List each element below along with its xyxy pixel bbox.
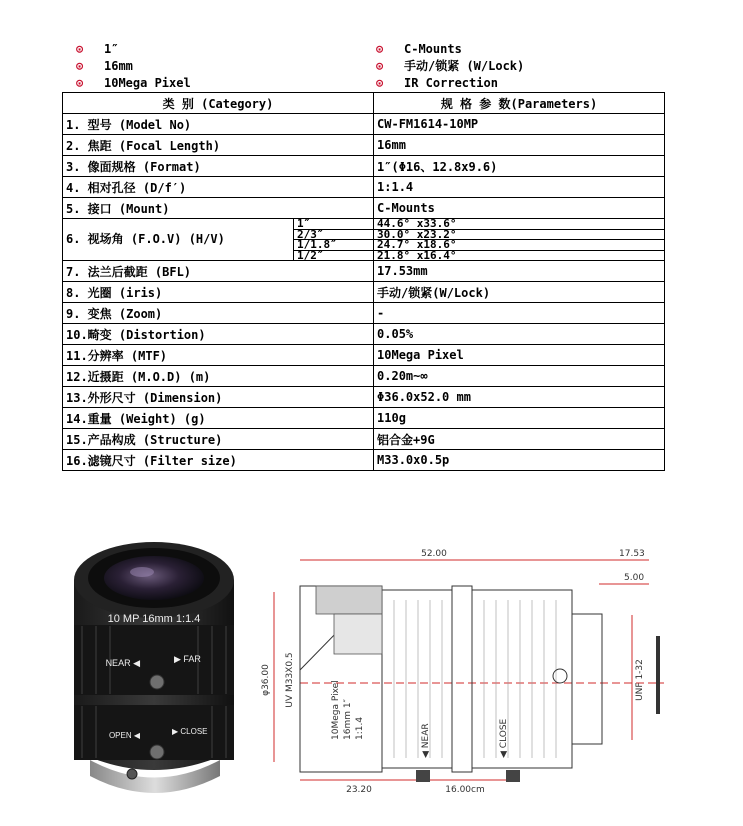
lens-glass xyxy=(104,556,204,600)
header-category: 类 别 (Category) xyxy=(63,93,374,114)
table-row xyxy=(63,261,665,282)
row-label: 13.外形尺寸 (Dimension) xyxy=(63,387,374,408)
table-row xyxy=(63,198,665,219)
lens-photo xyxy=(62,540,247,810)
row-value: M33.0x0.5p xyxy=(374,450,665,471)
dimension-drawing xyxy=(244,540,734,810)
row-value: 110g xyxy=(374,408,665,429)
barrel-text-2: 16mm 1″ xyxy=(343,699,353,740)
near-text: NEAR ◀ xyxy=(105,658,140,668)
row-label: 14.重量 (Weight) (g) xyxy=(63,408,374,429)
lens-top-text: 10 MP 16mm 1:1.4 xyxy=(107,613,201,625)
row-value: Φ36.0x52.0 mm xyxy=(374,387,665,408)
table-row xyxy=(63,345,665,366)
row-label: 5. 接口 (Mount) xyxy=(63,198,374,219)
fov-value: 44.6° x33.6° xyxy=(374,219,665,230)
bullet-icon: ⊙ xyxy=(376,76,384,90)
close-text: ▶ CLOSE xyxy=(172,727,208,736)
iris-lock-screw xyxy=(150,745,164,759)
row-label: 4. 相对孔径 (D/f′) xyxy=(63,177,374,198)
row-value: - xyxy=(374,303,665,324)
focus-lock-screw xyxy=(150,675,164,689)
near-drawing-label: ◀ NEAR xyxy=(421,723,431,758)
header-parameters: 规 格 参 数(Parameters) xyxy=(374,93,665,114)
screw-near-mark xyxy=(416,770,430,782)
fov-label: 6. 视场角 (F.O.V) (H/V) xyxy=(63,219,294,261)
row-value: CW-FM1614-10MP xyxy=(374,114,665,135)
table-row xyxy=(63,177,665,198)
row-label: 9. 变焦 (Zoom) xyxy=(63,303,374,324)
dim-mid-label: 16.00cm xyxy=(445,785,485,795)
table-row xyxy=(63,282,665,303)
row-value: 17.53mm xyxy=(374,261,665,282)
row-label: 3. 像面规格 (Format) xyxy=(63,156,374,177)
row-value: 16mm xyxy=(374,135,665,156)
table-row xyxy=(63,366,665,387)
bullet-icon: ⊙ xyxy=(76,76,84,90)
fov-row xyxy=(63,219,665,230)
table-row xyxy=(63,135,665,156)
lock-screw-mark xyxy=(553,669,567,683)
row-value: 10Mega Pixel xyxy=(374,345,665,366)
fov-value: 21.8° x16.4° xyxy=(374,250,665,261)
fov-format: 1/1.8″ xyxy=(294,240,374,251)
barrel-text-3: 1:1.4 xyxy=(355,716,365,740)
flange-mark xyxy=(656,636,660,714)
row-label: 8. 光圈 (iris) xyxy=(63,282,374,303)
fov-value: 30.0° x23.2° xyxy=(374,229,665,240)
table-row xyxy=(63,324,665,345)
far-text: ▶ FAR xyxy=(174,654,201,664)
row-value: 手动/锁紧(W/Lock) xyxy=(374,282,665,303)
row-label: 2. 焦距 (Focal Length) xyxy=(63,135,374,156)
dim-front-label: 23.20 xyxy=(346,785,372,795)
row-label: 12.近摄距 (M.O.D) (m) xyxy=(63,366,374,387)
screw-close-mark xyxy=(506,770,520,782)
table-row xyxy=(63,303,665,324)
table-row xyxy=(63,429,665,450)
bullet-icon: ⊙ xyxy=(376,42,384,56)
hatched-section xyxy=(316,586,382,614)
row-label: 10.畸变 (Distortion) xyxy=(63,324,374,345)
feature-right-2: ⊙ 手动/锁紧 (W/Lock) xyxy=(376,59,525,73)
row-value: C-Mounts xyxy=(374,198,665,219)
feature-left-3: ⊙ 10Mega Pixel xyxy=(76,76,191,90)
bullet-icon: ⊙ xyxy=(76,42,84,56)
filter-thread-label: UV M33X0.5 xyxy=(285,652,295,708)
glass-section xyxy=(334,614,382,654)
feature-left-2: ⊙ 16mm xyxy=(76,59,133,73)
bullet-icon: ⊙ xyxy=(76,59,84,73)
feature-right-3: ⊙ IR Correction xyxy=(376,76,498,90)
table-row xyxy=(63,156,665,177)
dim-total-label: 52.00 xyxy=(421,549,447,559)
spec-table xyxy=(62,92,665,471)
table-row xyxy=(63,450,665,471)
row-value: 0.20m~∞ xyxy=(374,366,665,387)
row-label: 15.产品构成 (Structure) xyxy=(63,429,374,450)
row-label: 16.滤镜尺寸 (Filter size) xyxy=(63,450,374,471)
fov-format: 1″ xyxy=(294,219,374,230)
feature-right-1: ⊙ C-Mounts xyxy=(376,42,462,56)
row-value: 1″(Φ16、12.8x9.6) xyxy=(374,156,665,177)
row-label: 11.分辨率 (MTF) xyxy=(63,345,374,366)
row-label: 1. 型号 (Model No) xyxy=(63,114,374,135)
table-header-row xyxy=(63,93,665,114)
mount-screw xyxy=(127,769,137,779)
dim-diameter-label: φ36.00 xyxy=(261,664,271,696)
fov-value: 24.7° x18.6° xyxy=(374,240,665,251)
table-row xyxy=(63,408,665,429)
row-label: 7. 法兰后截距 (BFL) xyxy=(63,261,374,282)
table-row xyxy=(63,114,665,135)
fov-format: 2/3″ xyxy=(294,229,374,240)
barrel-text-1: 10Mega Pixel xyxy=(331,680,341,740)
bullet-icon: ⊙ xyxy=(376,59,384,73)
mount-thread-label: UNF 1-32 xyxy=(635,659,645,701)
dim-5-label: 5.00 xyxy=(624,573,645,583)
feature-summary xyxy=(0,41,743,91)
dim-bfl-label: 17.53 xyxy=(619,549,645,559)
row-value: 0.05% xyxy=(374,324,665,345)
close-drawing-label: ◀ CLOSE xyxy=(499,718,509,758)
row-value: 铝合金+9G xyxy=(374,429,665,450)
table-row xyxy=(63,387,665,408)
open-text: OPEN ◀ xyxy=(108,731,140,740)
feature-left-1: ⊙ 1″ xyxy=(76,42,119,56)
fov-format: 1/2″ xyxy=(294,250,374,261)
row-value: 1:1.4 xyxy=(374,177,665,198)
